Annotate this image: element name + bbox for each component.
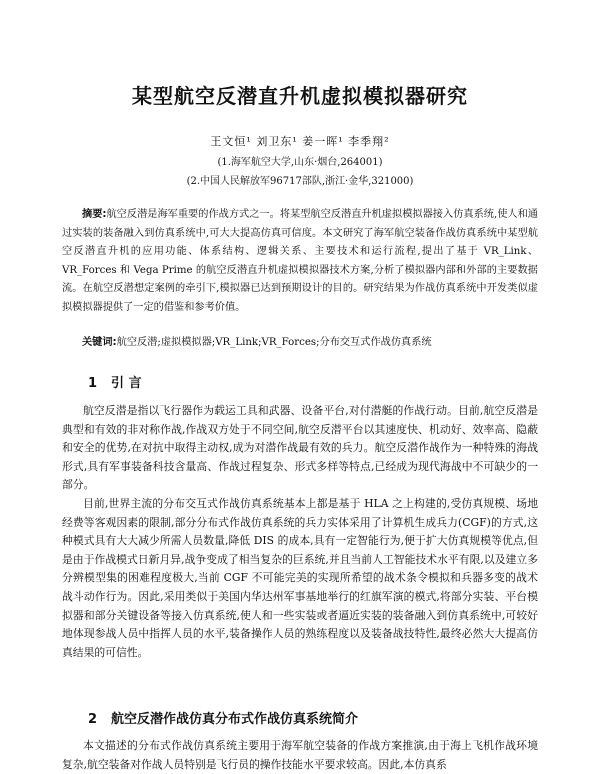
abstract-text: 航空反潜是海军重要的作战方式之一。将某型航空反潜直升机虚拟模拟器接入仿真系统,使人和通过实装的装备融入到仿真系统中,可大大提高仿真可信度。本文研究了海军航空装备作战仿真系统中某型航空反潜直升机的应用功能、体系结构、逻辑关系、主要技术和运行流程,提出了基于 VR_Link、VR_Forces 和 Vega Prime 的航空反潜直升机虚拟模拟器技术方案,分析了模拟器内部和外部的主要数据流。在航空反潜想定案例的牵引下,模拟器已达到预期设计的目的。研究结果为作战仿真系统中开发类似虚拟模拟器提供了一定的借鉴和参考价值。 xyxy=(62,209,538,313)
section-2-paragraph: 本文描述的分布式作战仿真系统主要用于海军航空装备的作战方案推演,由于海上飞机作战环境复杂,航空装备对作战人员特别是飞行员的操作技能水平要求较高。因此,本仿真系 xyxy=(62,739,538,771)
affiliation-2: (2.中国人民解放军96717部队,浙江·金华,321000) xyxy=(186,176,414,187)
section-1-title: 引 言 xyxy=(111,376,142,391)
section-2-title: 航空反潜作战仿真分布式作战仿真系统简介 xyxy=(111,712,359,727)
affiliation-1: (1.海军航空大学,山东·烟台,264001) xyxy=(217,157,383,168)
abstract xyxy=(62,206,538,317)
section-2-body xyxy=(62,737,538,774)
keywords xyxy=(62,334,538,352)
section-2-heading xyxy=(88,708,358,727)
abstract-label: 摘要: xyxy=(82,209,107,220)
section-1-paragraph: 航空反潜是指以飞行器作为载运工具和武器、设备平台,对付潜艇的作战行动。目前,航空反潜是典型和有效的非对称作战,作战双方处于不同空间,航空反潜平台以其速度快、机动好、效率高、隐蔽和安全的优势,在对抗中取得主动权,成为对潜作战最有效的兵力。航空反潜作战作为一种特殊的海战形式,具有军事装备科技含量高、作战过程复杂、形式多样等特点,已经成为现代海战中不可缺少的一部分。 xyxy=(62,404,538,492)
section-1-body xyxy=(62,402,538,662)
section-2-number: 2 xyxy=(88,712,98,727)
keywords-text: 航空反潜;虚拟模拟器;VR_Link;VR_Forces;分布交互式作战仿真系统 xyxy=(116,337,432,348)
section-1-number: 1 xyxy=(88,376,98,391)
page-title: 某型航空反潜直升机虚拟模拟器研究 xyxy=(132,84,468,108)
section-1-paragraph: 目前,世界主流的分布交互式作战仿真系统基本上都是基于 HLA 之上构建的,受仿真规模、场地经费等客观因素的限制,部分分布式作战仿真系统的兵力实体采用了计算机生成兵力(CGF)的方式,这种模式具有大大减少所需人员数量,降低 DIS 的成本,具有一定智能行为,便于扩大仿真规模等优点,但是由于作战模式日新月异,战争变成了相当复杂的巨系统,并且当前人工智能技术水平有限,以及建立多分辨模型集的困难程度极大,当前 CGF 不可能完美的实现所希望的战术条令模拟和兵器多变的战术战斗动作行为。因此,采用类似于美国内华达州军事基地举行的红旗军演的模式,将部分实装、平台模拟器和部分关键设备等接入仿真系统,使人和一些实装或者逼近实装的装备融入到仿真系统中,可较好地体现参战人员中指挥人员的水平,装备操作人员的熟练程度以及装备战技特性,最终必然大大提高仿真结果的可信性。 xyxy=(62,496,538,659)
author-list: 王文恒¹ 刘卫东¹ 姜一晖¹ 李季翔² xyxy=(210,135,390,148)
section-1-heading xyxy=(88,372,142,391)
keywords-label: 关键词: xyxy=(82,337,117,348)
